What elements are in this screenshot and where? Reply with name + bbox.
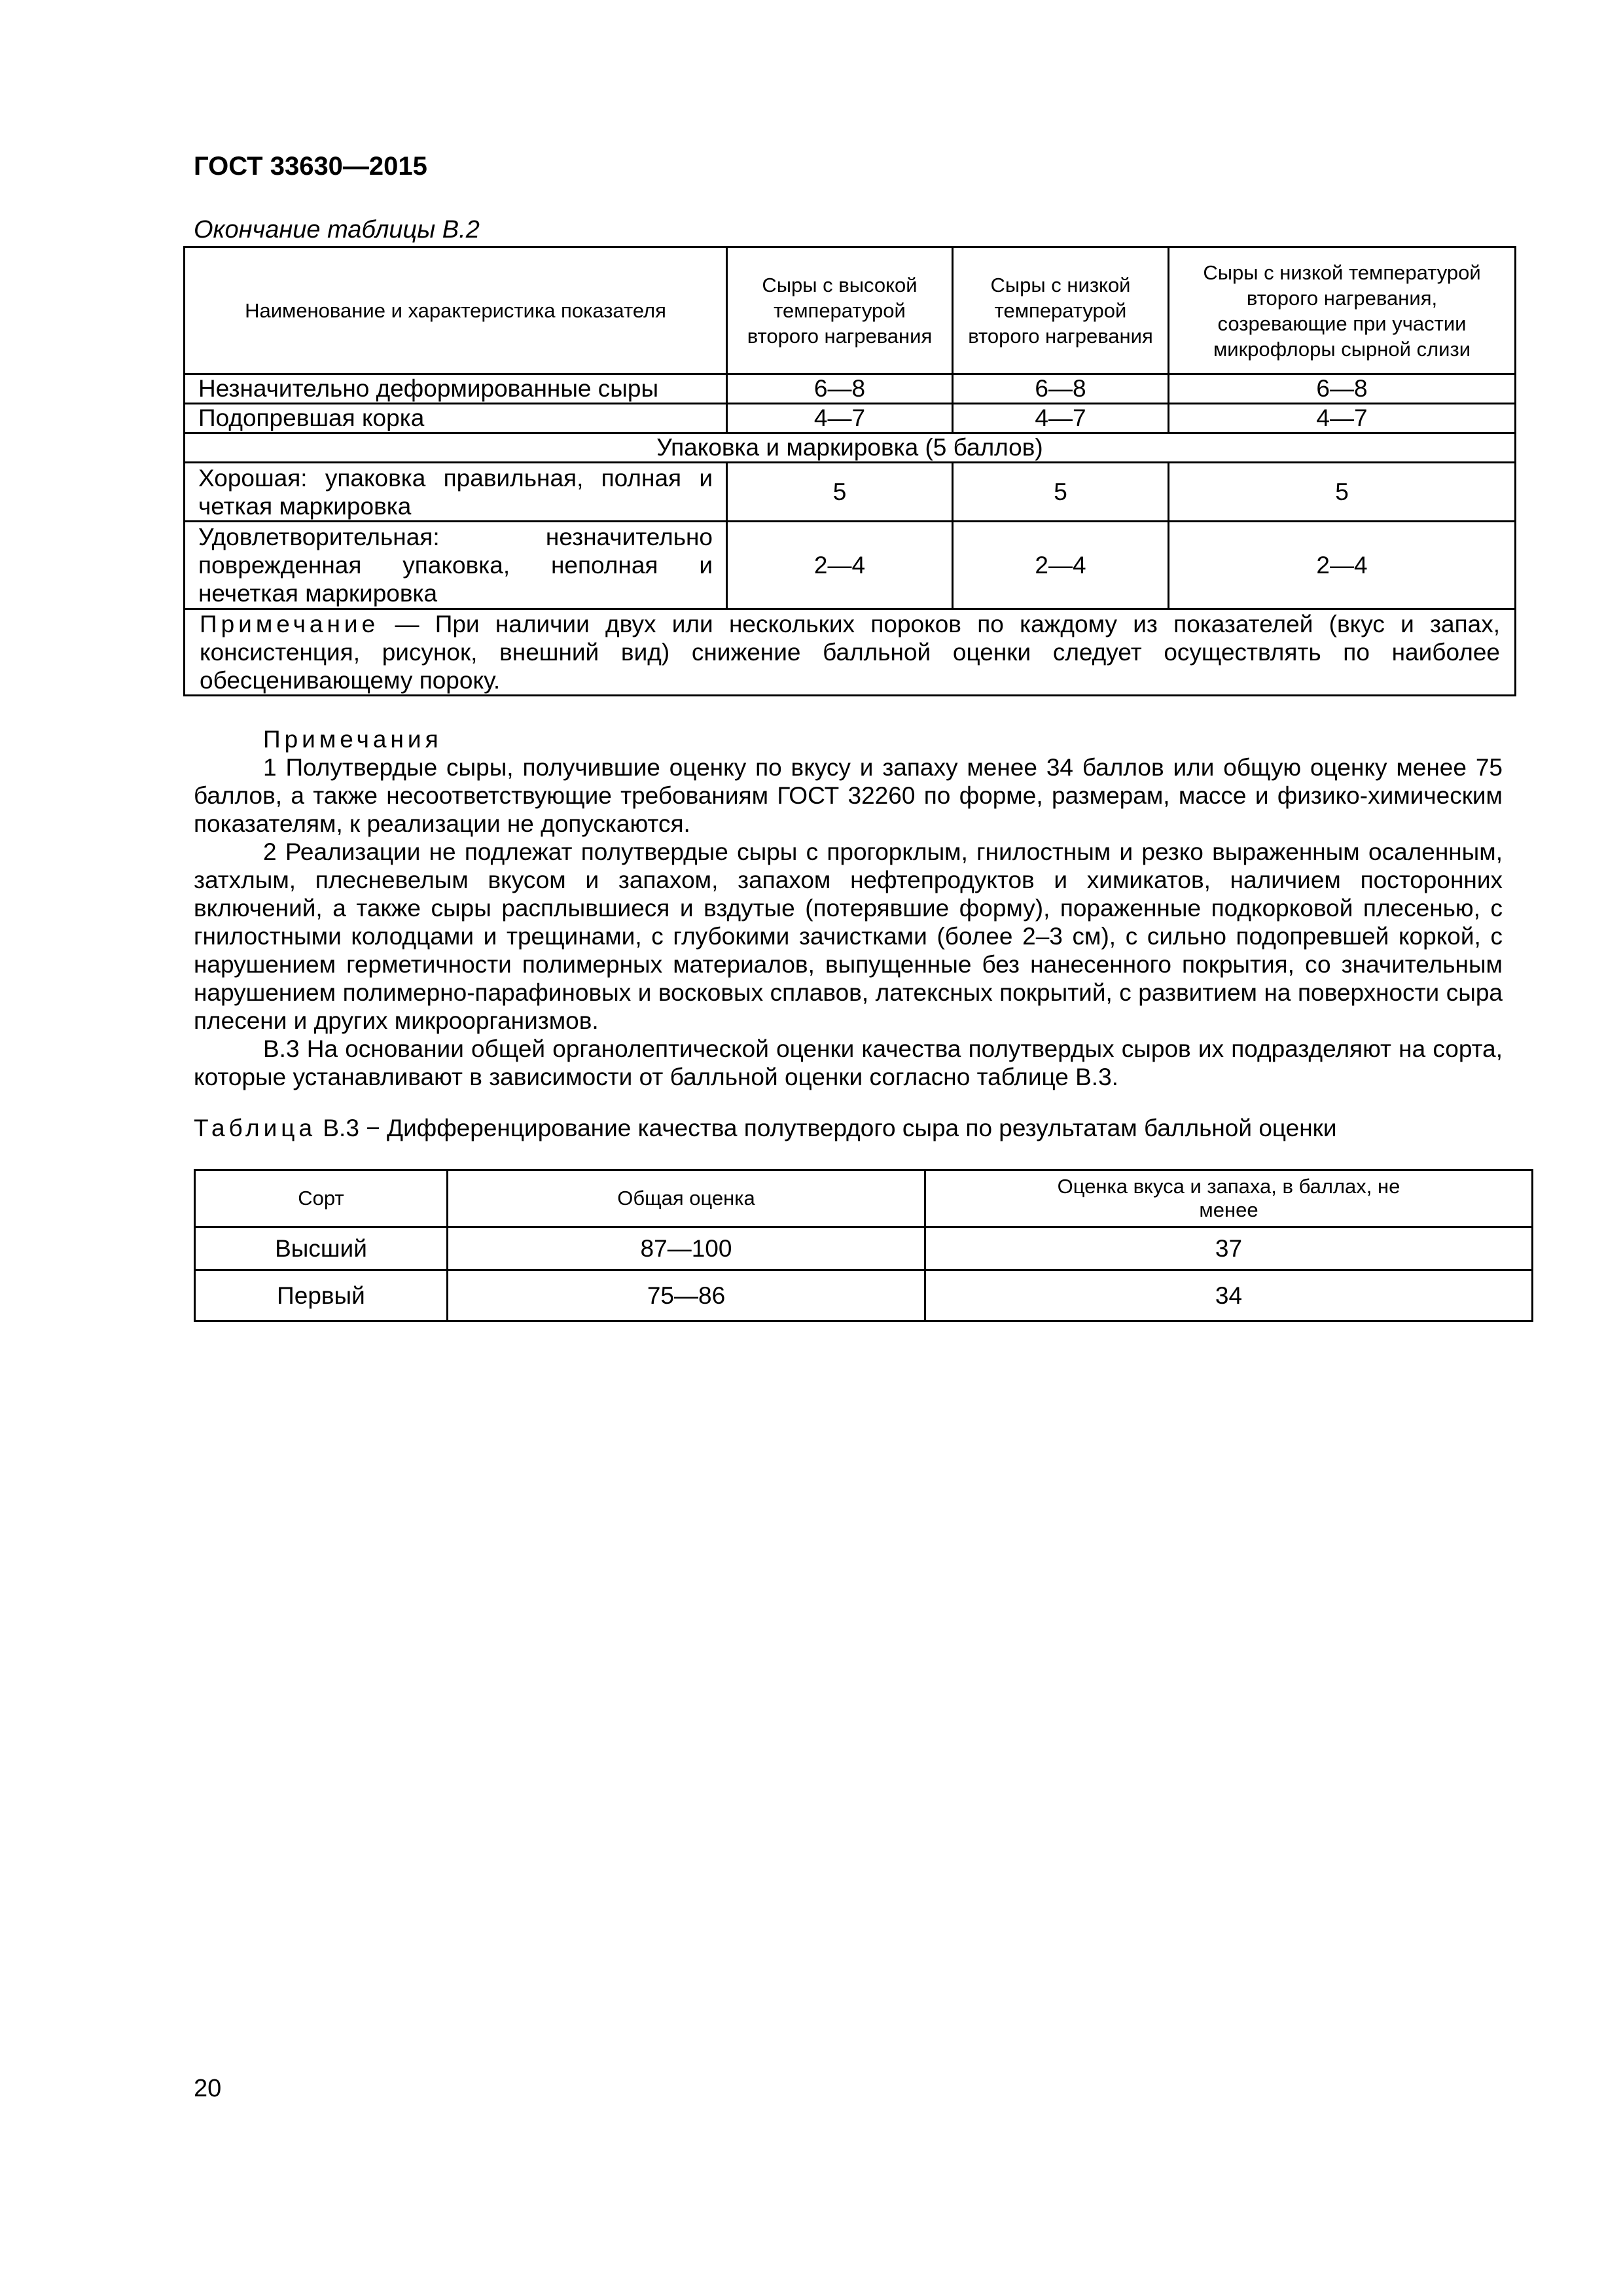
column-header: Сыры с низкой температурой второго нагревания, созревающие при участии микрофлоры сырной слизи — [1169, 247, 1516, 374]
table-cell: 34 — [925, 1270, 1533, 1321]
table-cell: 6—8 — [953, 374, 1169, 404]
table-continuation-label: Окончание таблицы В.2 — [194, 216, 480, 243]
table-cell: Первый — [195, 1270, 448, 1321]
document-title: ГОСТ 33630—2015 — [194, 152, 427, 181]
table-cell: Высший — [195, 1227, 448, 1270]
table-cell: 5 — [953, 463, 1169, 522]
table-cell: 75—86 — [448, 1270, 925, 1321]
table-row — [185, 404, 1516, 433]
table-b3-caption: Таблица В.3 − Дифференцирование качества полутвердого сыра по результатам балльной оценки — [194, 1115, 1337, 1141]
table-cell: 87—100 — [448, 1227, 925, 1270]
table-cell: 2—4 — [727, 522, 953, 609]
note-item: 1 Полутвердые сыры, получившие оценку по вкусу и запаху менее 34 баллов или общую оценку менее 75 баллов, а также несоответствующие требованиям ГОСТ 32260 по форме, размерам, массе и физико-химическим показателям, к реализации не допускаются. — [194, 754, 1503, 837]
section-label: Упаковка и маркировка (5 баллов) — [185, 433, 1516, 463]
table-cell: 37 — [925, 1227, 1533, 1270]
table-note — [185, 609, 1516, 696]
notes-heading: Примечания — [263, 726, 442, 753]
table-b3 — [194, 1169, 1533, 1322]
row-label: Подопревшая корка — [185, 404, 727, 433]
row-label: Удовлетворительная: незначительно поврежденная упаковка, неполная и нечеткая маркировка — [185, 522, 727, 609]
table-row — [195, 1270, 1533, 1321]
column-header: Наименование и характеристика показателя — [185, 247, 727, 374]
column-header: Сорт — [195, 1170, 448, 1227]
note-label: Примечание — [200, 611, 380, 637]
note-item: 2 Реализации не подлежат полутвердые сыры с прогорклым, гнилостным и резко выраженным осаленным, затхлым, плесневелым вкусом и запахом, запахом нефтепродуктов и химикатов, наличием посторонних включений, а также сыры расплывшиеся и вздутые (потерявшие форму), пораженные подкорковой плесенью, с гнилостными колодцами и трещинами, с глубокими зачистками (более 2–3 см), с сильно подопревшей коркой, с нарушением герметичности полимерных материалов, выпущенные без нанесенного покрытия, со значительным нарушением полимерно-парафиновых и восковых сплавов, латексных покрытий, с развитием на поверхности сыра плесени и других микроорганизмов. — [194, 838, 1503, 1034]
row-label: Незначительно деформированные сыры — [185, 374, 727, 404]
column-header: Общая оценка — [448, 1170, 925, 1227]
notes-section — [194, 725, 1503, 1091]
page-number: 20 — [194, 2075, 222, 2102]
table-cell: 5 — [1169, 463, 1516, 522]
table-cell: 2—4 — [1169, 522, 1516, 609]
table-header-row — [195, 1170, 1533, 1227]
table-cell: 2—4 — [953, 522, 1169, 609]
section-row — [185, 433, 1516, 463]
table-row — [185, 522, 1516, 609]
table-header-row — [185, 247, 1516, 374]
table-cell: 6—8 — [727, 374, 953, 404]
table-cell: 4—7 — [1169, 404, 1516, 433]
table-row — [195, 1227, 1533, 1270]
column-header: Оценка вкуса и запаха, в баллах, не менее — [925, 1170, 1533, 1227]
table-note-row — [185, 609, 1516, 696]
table-row — [185, 374, 1516, 404]
table-cell: 5 — [727, 463, 953, 522]
note-text: — При наличии двух или нескольких пороков по каждому из показателей (вкус и запах, консистенция, рисунок, внешний вид) снижение балльной оценки следует осуществлять по наиболее обесценивающему пороку. — [200, 611, 1500, 694]
row-label: Хорошая: упаковка правильная, полная и четкая маркировка — [185, 463, 727, 522]
body-paragraph: В.3 На основании общей органолептической оценки качества полутвердых сыров их подразделяют на сорта, которые устанавливают в зависимости от балльной оценки согласно таблице В.3. — [194, 1035, 1503, 1090]
table-b2 — [183, 246, 1516, 696]
column-header: Сыры с высокой температурой второго нагревания — [727, 247, 953, 374]
table-cell: 6—8 — [1169, 374, 1516, 404]
table-row — [185, 463, 1516, 522]
column-header: Сыры с низкой температурой второго нагревания — [953, 247, 1169, 374]
table-cell: 4—7 — [727, 404, 953, 433]
table-cell: 4—7 — [953, 404, 1169, 433]
